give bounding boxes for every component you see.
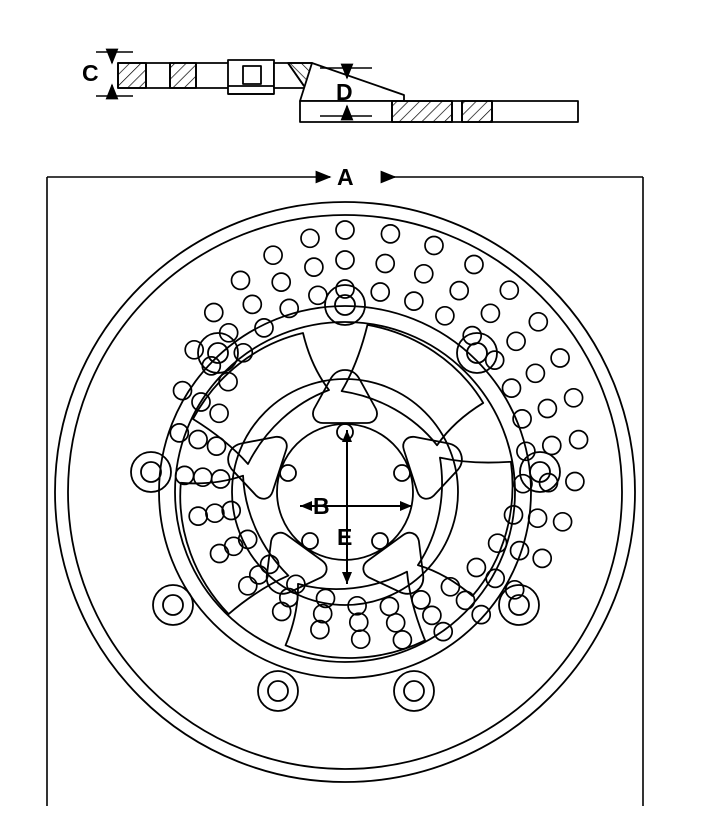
dimension-label-b: B <box>313 493 330 519</box>
dimension-label-c: C <box>82 60 99 86</box>
dimension-label-d: D <box>336 79 353 105</box>
dimension-label-e: E <box>337 524 353 550</box>
carrier-windows <box>147 298 562 710</box>
drill-holes <box>170 221 587 649</box>
dimension-a <box>47 177 643 806</box>
carrier-inner-ring <box>232 379 458 605</box>
side-left-band <box>118 63 232 88</box>
dimension-label-a: A <box>337 164 354 190</box>
side-hub-boss <box>228 60 274 94</box>
floating-rivets <box>131 285 560 711</box>
front-face-view <box>55 202 635 782</box>
